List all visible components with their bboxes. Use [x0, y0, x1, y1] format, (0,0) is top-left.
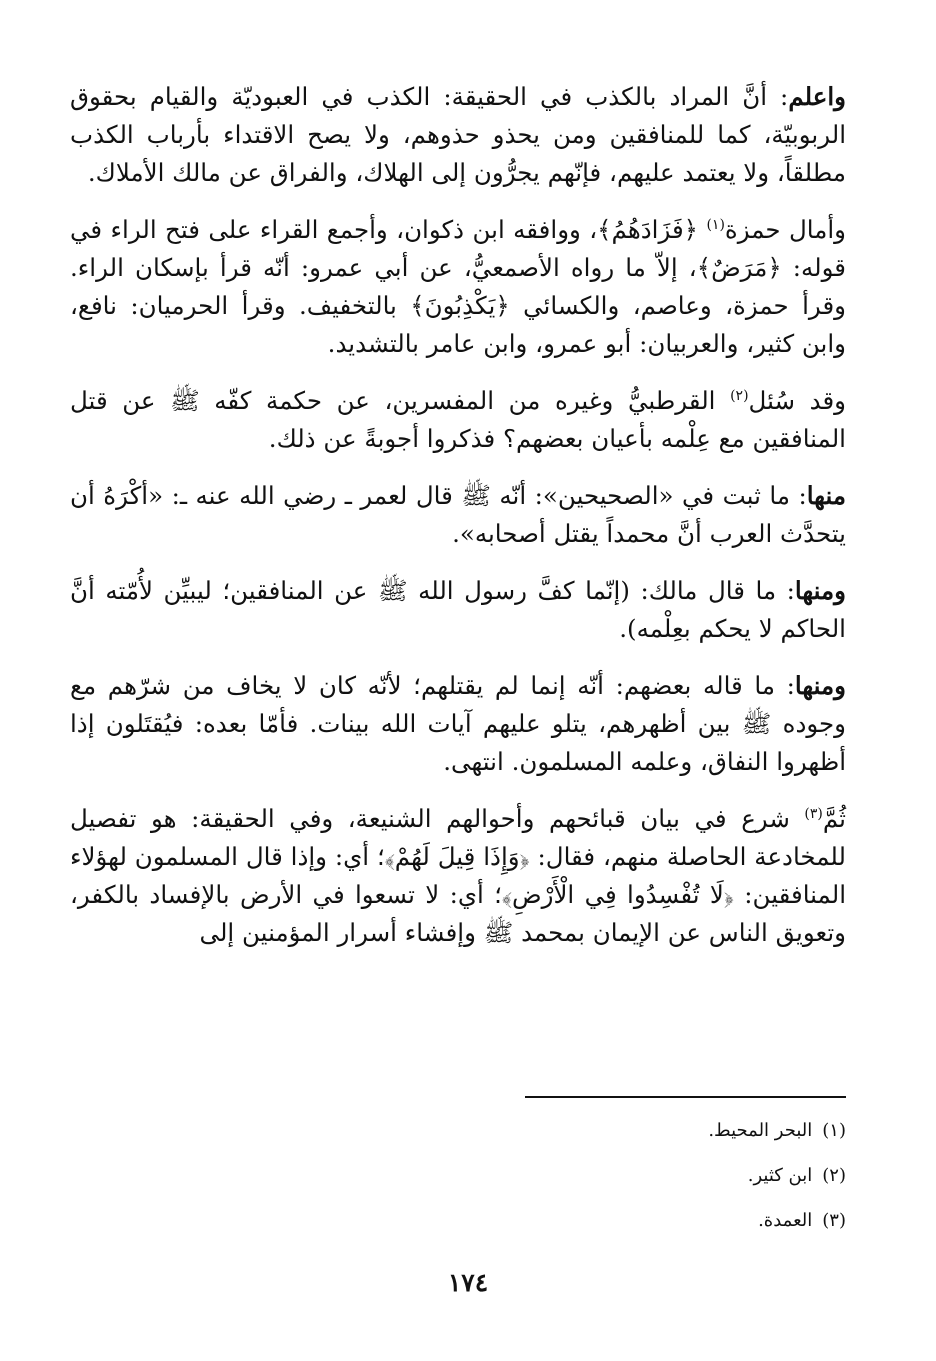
paragraph-text: : ما ثبت في «الصحيحين»: أنّه ﷺ قال لعمر ـ رضي الله عنه ـ: «أكْرَهُ أن يتحدَّث العرب أنَّ محمداً يقتل أصحابه».: [70, 481, 846, 548]
paragraph-text: : أنَّ المراد بالكذب في الحقيقة: الكذب في العبوديّة والقيام بحقوق الربوبيّة، كما للمنافقين ومن يحذو حذوهم، ولا يصح الاقتداء بأرباب الكذب مطلقاً، ولا يعتمد عليهم، فإنّهم يجرُّون إلى الهلاك، والفراق عن مالك الأملاك.: [70, 82, 846, 187]
page-body: [70, 78, 846, 971]
paragraph-text-start: ثُمَّ: [822, 804, 846, 833]
footnote-mark-1[interactable]: (١): [706, 216, 725, 233]
footnote-2: [708, 1153, 846, 1198]
footnote-text: البحر المحيط.: [708, 1120, 813, 1141]
paragraph-truth-of-lying: [70, 78, 846, 192]
paragraph-text: : ما قاله بعضهم: أنّه إنما لم يقتلهم؛ لأنّه كان لا يخاف من شرّهم مع وجوده ﷺ بين أظهرهم، يتلو عليهم آيات الله بينات. فأمّا بعده: فيُقتَلون إذا أظهروا النفاق، وعلمه المسلمون. انتهى.: [70, 671, 846, 776]
paragraph-qurtubi-question: [70, 382, 846, 458]
paragraph-text-start: وقد سُئل: [748, 386, 846, 415]
page-number: ١٧٤: [447, 1268, 489, 1297]
paragraph-lead: ومنها: [794, 576, 846, 605]
paragraph-lead: ومنها: [794, 671, 846, 700]
paragraph-lead: منها: [806, 481, 846, 510]
footnote-1: [708, 1108, 846, 1153]
footnote-separator: [525, 1096, 846, 1098]
paragraph-text: القرطبيُّ وغيره من المفسرين، عن حكمة كفّه ﷺ عن قتل المنافقين مع عِلْمه بأعيان بعضهم؟ فذكروا أجوبةً عن ذلك.: [70, 386, 846, 453]
footnote-number: (٢): [822, 1165, 846, 1186]
footnote-3: [708, 1198, 846, 1243]
paragraph-text-start: وأمال حمزة: [724, 215, 846, 244]
paragraph-text: : ما قال مالك: (إنّما كفَّ رسول الله ﷺ عن المنافقين؛ ليبيِّن لأُمّته أنَّ الحاكم لا يحكم بعِلْمه).: [70, 576, 846, 643]
paragraph-answer-sahihayn: [70, 477, 846, 553]
paragraph-text: ﴿فَزَادَهُمُ﴾، ووافقه ابن ذكوان، وأجمع القراء على فتح الراء في قوله: ﴿مَرَضٌ﴾، إلاّ ما رواه الأصمعيُّ، عن أبي عمرو: أنّه قرأ بإسكان الراء. وقرأ حمزة، وعاصم، والكسائي ﴿يَكْذِبُونَ﴾ بالتخفيف. وقرأ الحرميان: نافع، وابن كثير، والعربيان: أبو عمرو، وابن عامر بالتشديد.: [70, 215, 846, 358]
paragraph-text: شرع في بيان قبائحهم وأحوالهم الشنيعة، وفي الحقيقة: هو تفصيل للمخادعة الحاصلة منهم، فقال: ﴿وَإِذَا قِيلَ لَهُمْ﴾؛ أي: وإذا قال المسلمون لهؤلاء المنافقين: ﴿لَا تُفْسِدُوا فِي الْأَرْضِ﴾؛ أي: لا تسعوا في الأرض بالإفساد بالكفر، وتعويق الناس عن الإيمان بمحمد ﷺ وإفشاء أسرار المؤمنين إلى: [70, 804, 846, 947]
footnote-number: (١): [822, 1120, 846, 1141]
paragraph-answer-others: [70, 667, 846, 781]
paragraph-answer-malik: [70, 572, 846, 648]
footnote-text: العمدة.: [758, 1210, 813, 1231]
footnote-number: (٣): [822, 1210, 846, 1231]
paragraph-qiraat: [70, 211, 846, 363]
footnote-mark-2[interactable]: (٢): [730, 387, 749, 404]
paragraph-corruption-verse: [70, 800, 846, 952]
footnotes: [708, 1108, 846, 1243]
paragraph-lead: واعلم: [788, 82, 846, 111]
footnote-mark-3[interactable]: (٣): [804, 805, 823, 822]
footnote-text: ابن كثير.: [747, 1165, 813, 1186]
